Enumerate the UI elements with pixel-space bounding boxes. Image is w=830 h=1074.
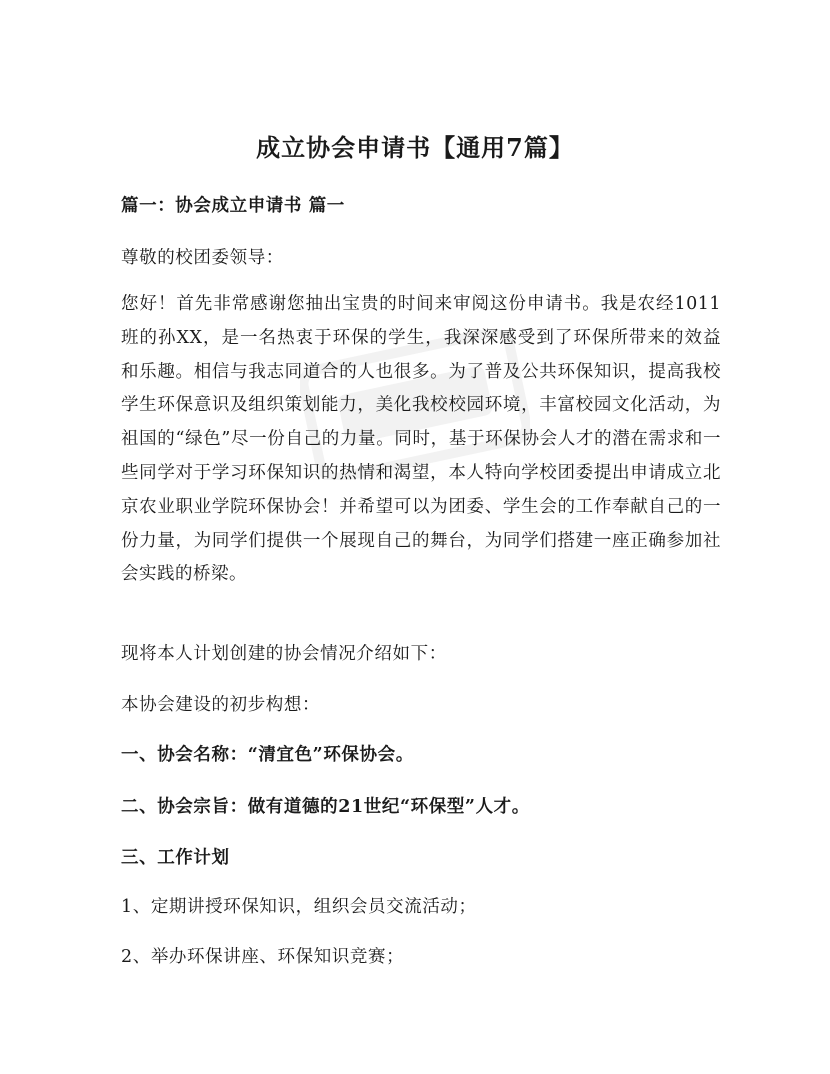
- item-work-plan: 三、工作计划: [121, 848, 230, 868]
- document-title: 成立协会申请书【通用7篇】: [256, 133, 574, 162]
- plan-item-1: 1、定期讲授环保知识，组织会员交流活动；: [121, 897, 477, 917]
- intro-paragraph: 您好！首先非常感谢您抽出宝贵的时间来审阅这份申请书。我是农经1011班的孙XX，是一名热衷于环保的学生，我深深感受到了环保所带来的效益和乐趣。相信与我志同道合的人也很多。为了普及公共环保知识，提高我校学生环保意识及组织策划能力，美化我校校园环境，丰富校园文化活动，为祖国的“绿色”尽一份自己的力量。同时，基于环保协会人才的潜在需求和一些同学对于学习环保知识的热情和渴望，本人特向学校团委提出申请成立北京农业职业学院环保协会！并希望可以为团委、学生会的工作奉献自己的一份力量，为同学们提供一个展现自己的舞台，为同学们搭建一座正确参加社会实践的桥梁。: [121, 294, 721, 585]
- salutation: 尊敬的校团委领导：: [121, 248, 284, 268]
- intro-line: 现将本人计划创建的协会情况介绍如下：: [121, 644, 447, 664]
- item-association-name: 一、协会名称：“清宜色”环保协会。: [121, 745, 414, 765]
- plan-item-2: 2、举办环保讲座、环保知识竞赛；: [121, 947, 405, 967]
- concept-line: 本协会建设的初步构想：: [121, 695, 321, 715]
- section-heading: 篇一：协会成立申请书 篇一: [121, 196, 345, 216]
- item-association-purpose: 二、协会宗旨：做有道德的21世纪“环保型”人才。: [121, 797, 530, 817]
